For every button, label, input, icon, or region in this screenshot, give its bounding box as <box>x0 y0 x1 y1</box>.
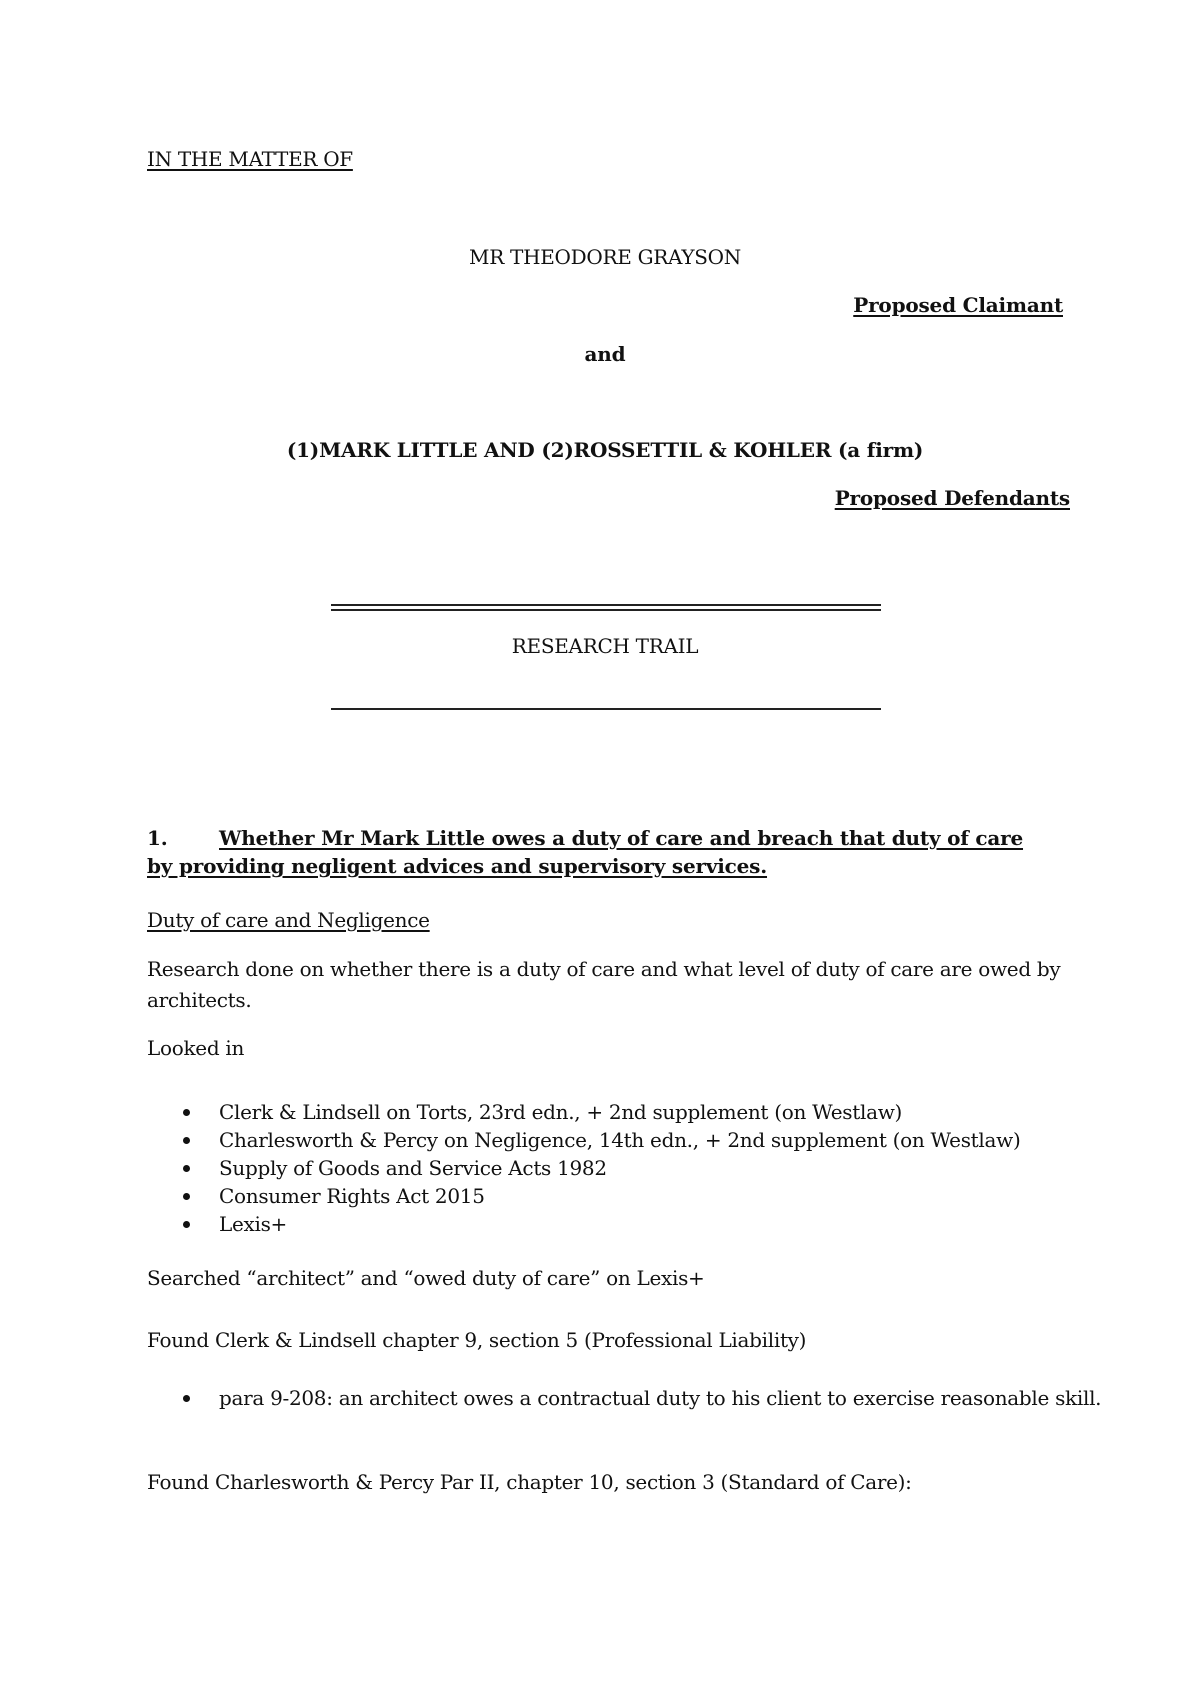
source-text: Lexis+ <box>219 1212 288 1236</box>
searched-text: Searched “architect” and “owed duty of care” on Lexis+ <box>147 1266 705 1290</box>
research-paragraph: Research done on whether there is a duty of care and what level of duty of care are owed by architects. <box>147 957 1061 1012</box>
defendants-role: Proposed Defendants <box>834 486 1070 510</box>
title-top-rule <box>331 604 881 611</box>
section-heading-text: Whether Mr Mark Little owes a duty of care and breach that duty of care by providing negligent advices and supervisory services. <box>147 826 1024 878</box>
found-charlesworth-text: Found Charlesworth & Percy Par II, chapter 10, section 3 (Standard of Care): <box>147 1470 912 1494</box>
list-item <box>147 1154 1020 1182</box>
source-text: Clerk & Lindsell on Torts, 23rd edn., + 2nd supplement (on Westlaw) <box>219 1100 903 1124</box>
title-bottom-rule <box>331 708 881 710</box>
section-heading <box>147 824 1047 880</box>
section-number: 1. <box>147 826 168 850</box>
matter-heading: IN THE MATTER OF <box>147 147 353 171</box>
list-item <box>147 1126 1020 1154</box>
bullet-icon <box>183 1193 190 1200</box>
list-item <box>147 1210 1020 1238</box>
bullet-icon <box>183 1109 190 1116</box>
duty-subheading: Duty of care and Negligence <box>147 908 430 932</box>
sources-list <box>147 1098 1020 1238</box>
looked-in-label: Looked in <box>147 1036 245 1060</box>
claimant-name: MR THEODORE GRAYSON <box>469 245 741 269</box>
list-item <box>147 1384 1179 1412</box>
bullet-icon <box>183 1221 190 1228</box>
bullet-icon <box>183 1165 190 1172</box>
source-text: Supply of Goods and Service Acts 1982 <box>219 1156 607 1180</box>
found-clerk-text: Found Clerk & Lindsell chapter 9, section 5 (Professional Liability) <box>147 1328 807 1352</box>
claimant-role: Proposed Claimant <box>853 293 1063 317</box>
list-item <box>147 1182 1020 1210</box>
finding-text: para 9-208: an architect owes a contractual duty to his client to exercise reasonable skill. <box>219 1386 1102 1410</box>
source-text: Charlesworth & Percy on Negligence, 14th edn., + 2nd supplement (on Westlaw) <box>219 1128 1021 1152</box>
list-item <box>147 1098 1020 1126</box>
bullet-icon <box>183 1395 190 1402</box>
defendants-name: (1)MARK LITTLE AND (2)ROSSETTIL & KOHLER (a firm) <box>286 438 924 462</box>
bullet-icon <box>183 1137 190 1144</box>
source-text: Consumer Rights Act 2015 <box>219 1184 485 1208</box>
clerk-findings-list <box>147 1384 1179 1412</box>
document-title: RESEARCH TRAIL <box>511 634 699 658</box>
and-separator: and <box>584 342 626 366</box>
